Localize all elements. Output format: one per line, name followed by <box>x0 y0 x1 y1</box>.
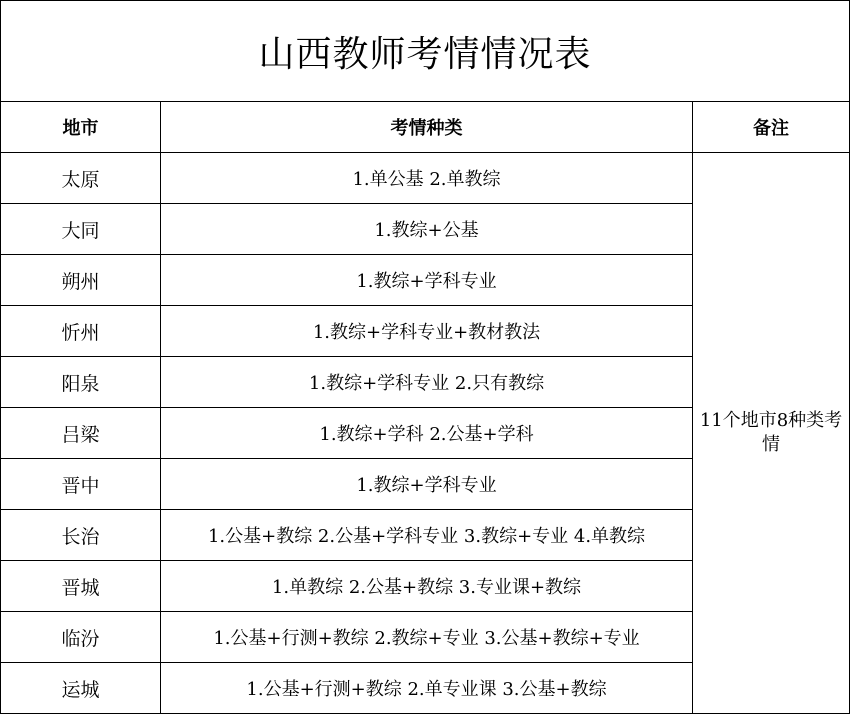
city-cell: 阳泉 <box>1 357 161 408</box>
exam-types-cell: 1.公基+行测+教综 2.单专业课 3.公基+教综 <box>161 663 693 714</box>
city-cell: 太原 <box>1 153 161 204</box>
exam-types-cell: 1.教综+学科 2.公基+学科 <box>161 408 693 459</box>
table-row <box>1 153 850 204</box>
table-title: 山西教师考情情况表 <box>1 1 850 102</box>
exam-types-cell: 1.教综+学科专业 <box>161 459 693 510</box>
city-cell: 长治 <box>1 510 161 561</box>
city-cell: 临汾 <box>1 612 161 663</box>
exam-types-cell: 1.单公基 2.单教综 <box>161 153 693 204</box>
city-cell: 晋中 <box>1 459 161 510</box>
city-cell: 吕梁 <box>1 408 161 459</box>
city-cell: 忻州 <box>1 306 161 357</box>
exam-types-cell: 1.教综+学科专业 2.只有教综 <box>161 357 693 408</box>
header-note: 备注 <box>693 102 850 153</box>
city-cell: 大同 <box>1 204 161 255</box>
header-city: 地市 <box>1 102 161 153</box>
city-cell: 晋城 <box>1 561 161 612</box>
exam-types-cell: 1.公基+行测+教综 2.教综+专业 3.公基+教综+专业 <box>161 612 693 663</box>
city-cell: 运城 <box>1 663 161 714</box>
exam-types-cell: 1.教综+学科专业 <box>161 255 693 306</box>
exam-types-cell: 1.教综+学科专业+教材教法 <box>161 306 693 357</box>
exam-types-cell: 1.单教综 2.公基+教综 3.专业课+教综 <box>161 561 693 612</box>
title-row <box>1 1 850 102</box>
note-cell: 11个地市8种类考情 <box>693 153 850 714</box>
header-row <box>1 102 850 153</box>
exam-types-cell: 1.公基+教综 2.公基+学科专业 3.教综+专业 4.单教综 <box>161 510 693 561</box>
city-cell: 朔州 <box>1 255 161 306</box>
exam-types-cell: 1.教综+公基 <box>161 204 693 255</box>
header-exam-types: 考情种类 <box>161 102 693 153</box>
